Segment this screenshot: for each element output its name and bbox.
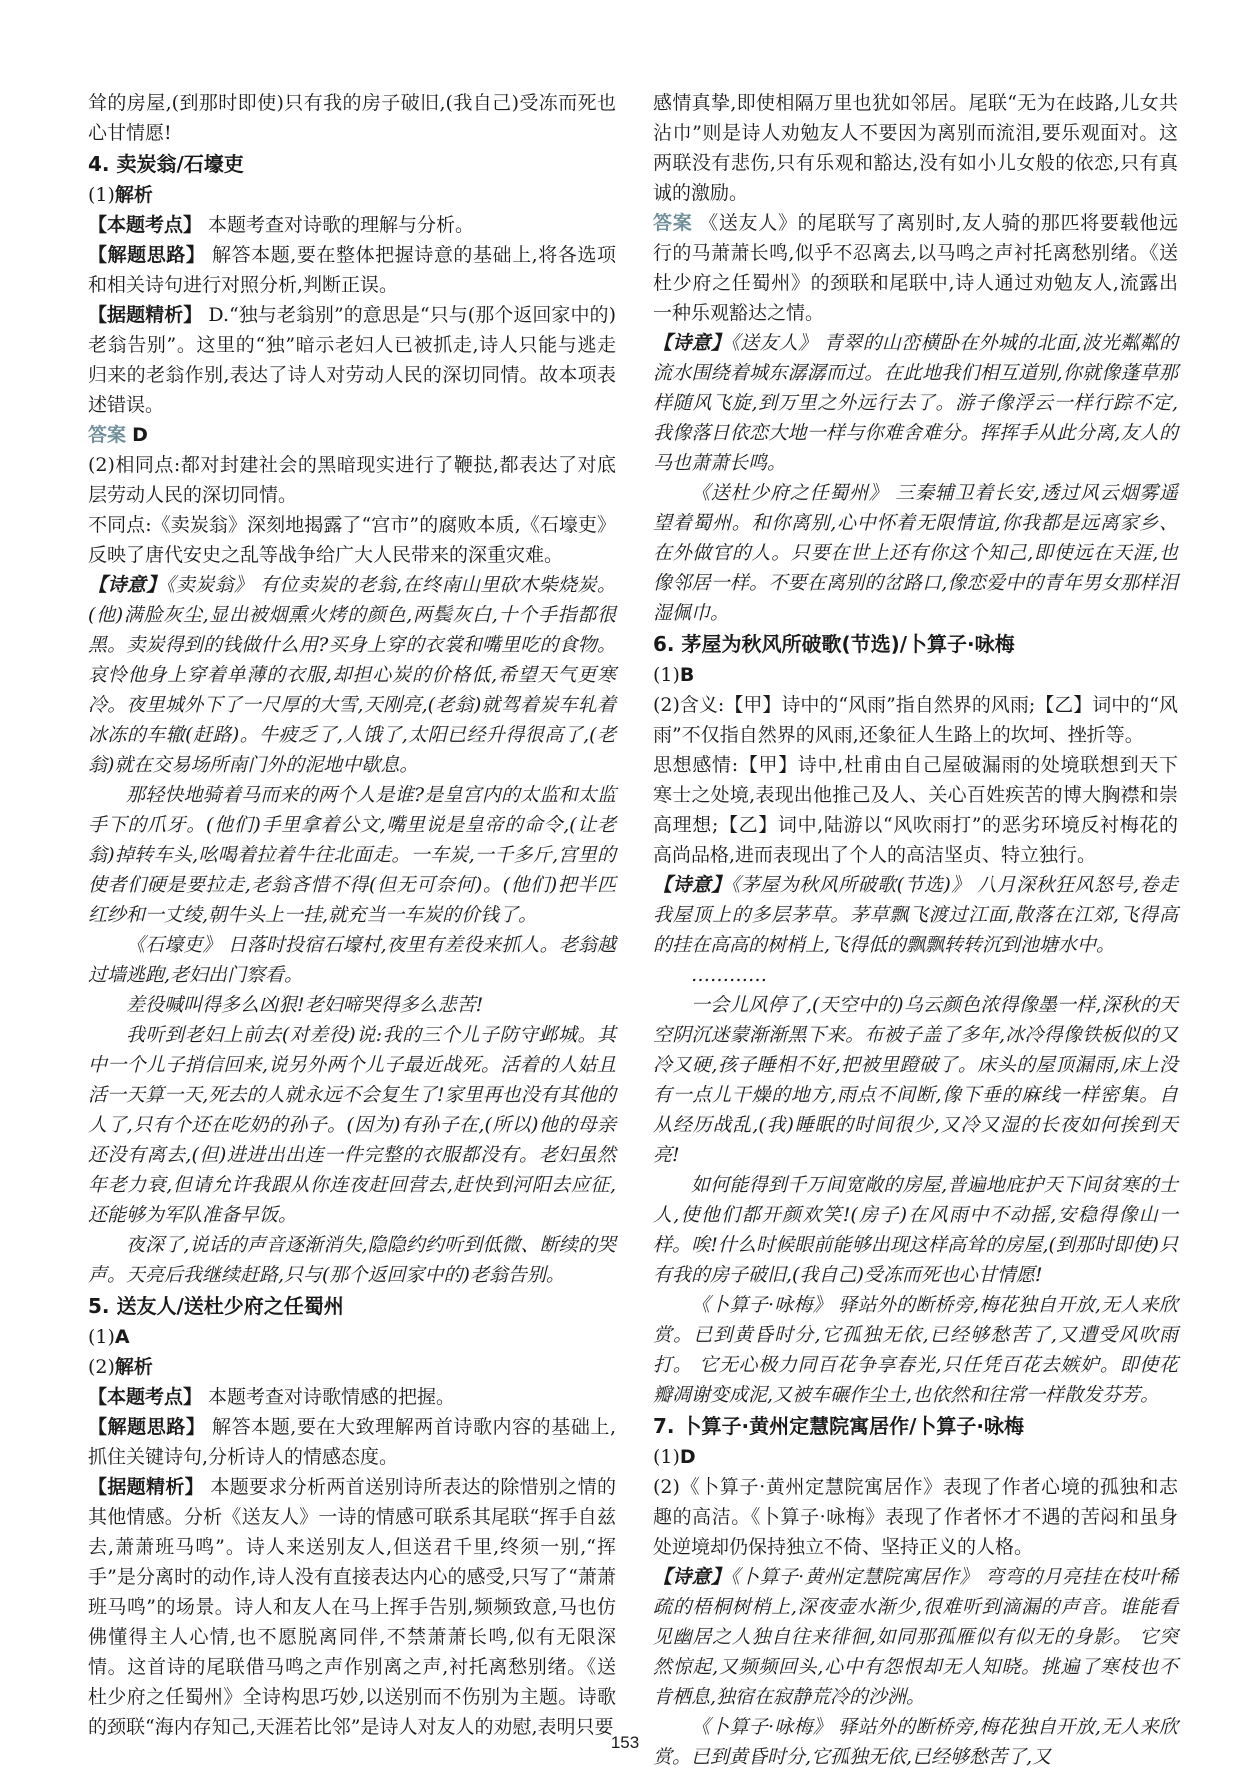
translation-paragraph: 如何能得到千万间宽敞的房屋,普遍地庇护天下间贫寒的士人,使他们都开颜欢笑!(房子)在风雨中不动摇,安稳得像山一样。唉!什么时候眼前能够出现这样高耸的房屋,(到那时即使)只有我的房子破旧,(我自己)受冻而死也心甘情愿!	[653, 1174, 1178, 1286]
question-heading: 6. 茅屋为秋风所破歌(节选)/卜算子·咏梅	[653, 632, 1015, 656]
tagged-text: 解答本题,要在大致理解两首诗歌内容的基础上,抓住关键诗句,分析诗人的情感态度。	[88, 1416, 616, 1468]
sub-question-number: (1)	[88, 1326, 115, 1348]
section-tag: 【据题精析】	[88, 1476, 204, 1498]
tagged-text: 本题要求分析两首送别诗所表达的除惜别之情的其他情感。分析《送友人》一诗的情感可联系其尾联“挥手自兹去,萧萧班马鸣”。诗人来送别友人,但送君千里,终须一别,“挥手”是分离时的动作,诗人没有直接表达内心的感受,只写了“萧萧班马鸣”的场景。诗人和友人在马上挥手告别,频频致意,马也仿佛懂得主人心情,也不愿脱离同伴,不禁萧萧长鸣,似有无限深情。这首诗的尾联借马鸣之声作别离之声,衬托离愁别绪。《送杜少府之任蜀州》全诗构思巧妙,以送别而不伤别为主题。诗歌的颈联“海内存知己,天涯若比邻”是诗人对友人的劝慰,表明只要	[88, 1476, 616, 1738]
translation-paragraph: 《送杜少府之任蜀州》 三秦辅卫着长安,透过风云烟雾遥望着蜀州。和你离别,心中怀着无限情谊,你我都是远离家乡、在外做官的人。只要在世上还有你这个知己,即使远在天涯,也像邻居一样。不要在离别的岔路口,像恋爱中的青年男女那样泪湿佩巾。	[653, 482, 1178, 624]
sub-question-number: (2)	[88, 1356, 115, 1378]
section-tag: 【诗意】	[653, 874, 731, 896]
section-tag: 【诗意】	[653, 332, 731, 354]
translation-paragraph: 夜深了,说话的声音逐渐消失,隐隐约约听到低微、断续的哭声。天亮后我继续赶路,只与(那个返回家中的)老翁告别。	[88, 1234, 616, 1286]
section-tag: 【诗意】	[653, 1566, 731, 1588]
paragraph: (2)相同点:都对封建社会的黑暗现实进行了鞭挞,都表达了对底层劳动人民的深切同情。	[88, 454, 616, 506]
tagged-paragraph	[653, 328, 1178, 478]
tagged-text: D.“独与老翁别”的意思是“只与(那个返回家中的)老翁告别”。这里的“独”暗示老妇人已被抓走,诗人只能与逃走归来的老翁作别,表达了诗人对劳动人民的深切同情。故本项表述错误。	[88, 304, 616, 416]
answer-label: 答案	[653, 212, 693, 234]
paragraph: 思想感情:【甲】诗中,杜甫由自己屋破漏雨的处境联想到天下寒士之处境,表现出他推己及人、关心百姓疾苦的博大胸襟和崇高理想;【乙】词中,陆游以“风吹雨打”的恶劣环境反衬梅花的高尚品格,进而表现出了个人的高洁坚贞、特立独行。	[653, 754, 1178, 866]
sub-question-number: (1)	[653, 1446, 680, 1468]
paragraph: 不同点:《卖炭翁》深刻地揭露了“宫市”的腐败本质,《石壕吏》反映了唐代安史之乱等战争给广大人民带来的深重灾难。	[88, 514, 616, 566]
answer-choice: D	[679, 1446, 696, 1468]
tagged-text: 《卖炭翁》 有位卖炭的老翁,在终南山里砍木柴烧炭。(他)满脸灰尘,显出被烟熏火烤的颜色,两鬓灰白,十个手指都很黑。卖炭得到的钱做什么用?买身上穿的衣裳和嘴里吃的食物。哀怜他身上穿着单薄的衣服,却担心炭的价格低,希望天气更寒冷。夜里城外下了一尺厚的大雪,天刚亮,(老翁)就驾着炭车轧着冰冻的车辙(赶路)。牛疲乏了,人饿了,太阳已经升得很高了,(老翁)就在交易场所南门外的泥地中歇息。	[88, 574, 616, 776]
sub-answer-line	[88, 1322, 616, 1352]
sub-answer-line	[88, 180, 616, 210]
section-tag: 【解题思路】	[88, 244, 206, 266]
analysis-label: 解析	[114, 1356, 153, 1378]
tagged-paragraph	[88, 1472, 616, 1742]
page-number: 153	[610, 1733, 640, 1752]
section-tag: 【本题考点】	[88, 214, 203, 236]
translation-paragraph: 一会儿风停了,(天空中的)乌云颜色浓得像墨一样,深秋的天空阴沉迷蒙渐渐黑下来。布被子盖了多年,冰冷得像铁板似的又冷又硬,孩子睡相不好,把被里蹬破了。床头的屋顶漏雨,床上没有一点儿干燥的地方,雨点不间断,像下垂的麻线一样密集。自从经历战乱,(我)睡眠的时间很少,又冷又湿的长夜如何挨到天亮!	[653, 994, 1178, 1166]
paragraph: 感情真挚,即使相隔万里也犹如邻居。尾联“无为在歧路,儿女共沾巾”则是诗人劝勉友人不要因为离别而流泪,要乐观面对。这两联没有悲伤,只有乐观和豁达,没有如小儿女般的依恋,只有真诚的激励。	[653, 92, 1178, 204]
sub-question-number: (1)	[88, 184, 115, 206]
tagged-paragraph	[653, 870, 1178, 960]
tagged-text: 本题考查对诗歌情感的把握。	[202, 1386, 456, 1408]
tagged-text: 《送友人》 青翠的山峦横卧在外城的北面,波光粼粼的流水围绕着城东潺潺而过。在此地我们相互道别,你就像蓬草那样随风飞旋,到万里之外远行去了。游子像浮云一样行踪不定,我像落日依恋大地一样与你难舍难分。挥挥手从此分离,友人的马也萧萧长鸣。	[653, 332, 1178, 474]
section-tag: 【本题考点】	[88, 1386, 203, 1408]
tagged-paragraph	[88, 1382, 616, 1412]
answer-line	[88, 420, 616, 450]
translation-paragraph: 我听到老妇上前去(对差役)说:我的三个儿子防守邺城。其中一个儿子捎信回来,说另外两个儿子最近战死。活着的人姑且活一天算一天,死去的人就永远不会复生了!家里再也没有其他的人了,只有个还在吃奶的孙子。(因为)有孙子在,(所以)他的母亲还没有离去,(但)进进出出连一件完整的衣服都没有。老妇虽然年老力衰,但请允许我跟从你连夜赶回营去,赶快到河阳去应征,还能够为军队准备早饭。	[88, 1024, 616, 1226]
translation-paragraph: 《卜算子·咏梅》 驿站外的断桥旁,梅花独自开放,无人来欣赏。已到黄昏时分,它孤独无依,已经够愁苦了,又	[653, 1716, 1178, 1768]
answer-choice: A	[114, 1326, 130, 1348]
left-column	[88, 88, 616, 1742]
answer-choice: B	[679, 664, 695, 686]
answer-text: 《送友人》的尾联写了离别时,友人骑的那匹将要载他远行的马萧萧长鸣,似乎不忍离去,以马鸣之声衬托离愁别绪。《送杜少府之任蜀州》的颈联和尾联中,诗人通过劝勉友人,流露出一种乐观豁达之情。	[653, 212, 1178, 324]
analysis-label: 解析	[114, 184, 153, 206]
question-heading: 7. 卜算子·黄州定慧院寓居作/卜算子·咏梅	[653, 1414, 1024, 1438]
tagged-paragraph	[88, 300, 616, 420]
question-heading: 4. 卖炭翁/石壕吏	[88, 152, 244, 176]
sub-answer-line	[653, 660, 1178, 690]
translation-paragraph: 《石壕吏》 日落时投宿石壕村,夜里有差役来抓人。老翁越过墙逃跑,老妇出门察看。	[88, 934, 616, 986]
answer-label: 答案	[88, 424, 127, 446]
paragraph: 耸的房屋,(到那时即使)只有我的房子破旧,(我自己)受冻而死也心甘情愿!	[88, 92, 616, 144]
sub-answer-line	[653, 1442, 1178, 1472]
tagged-text: 本题考查对诗歌的理解与分析。	[202, 214, 475, 236]
translation-paragraph: 《卜算子·咏梅》 驿站外的断桥旁,梅花独自开放,无人来欣赏。已到黄昏时分,它孤独无依,已经够愁苦了,又遭受风吹雨打。 它无心极力同百花争享春光,只任凭百花去嫉妒。即使花瓣凋谢变成泥,又被车碾作尘土,也依然和往常一样散发芬芳。	[653, 1294, 1178, 1406]
question-heading: 5. 送友人/送杜少府之任蜀州	[88, 1294, 344, 1318]
translation-paragraph: …………	[691, 964, 767, 986]
tagged-paragraph	[88, 240, 616, 300]
right-column	[653, 88, 1178, 1772]
answer-paragraph	[653, 208, 1178, 328]
tagged-text: 《茅屋为秋风所破歌(节选)》 八月深秋狂风怒号,卷走我屋顶上的多层茅草。茅草飘飞渡过江面,散落在江郊,飞得高的挂在高高的树梢上,飞得低的飘飘转转沉到池塘水中。	[653, 874, 1178, 956]
paragraph: (2)含义:【甲】诗中的“风雨”指自然界的风雨;【乙】词中的“风雨”不仅指自然界的风雨,还象征人生路上的坎坷、挫折等。	[653, 694, 1178, 746]
tagged-paragraph	[88, 210, 616, 240]
sub-answer-line	[88, 1352, 616, 1382]
tagged-text: 《卜算子·黄州定慧院寓居作》 弯弯的月亮挂在枝叶稀疏的梧桐树梢上,深夜壶水渐少,很难听到滴漏的声音。谁能看见幽居之人独自往来徘徊,如同那孤雁似有似无的身影。 它突然惊起,又频频回头,心中有怨恨却无人知晓。挑遍了寒枝也不肯栖息,独宿在寂静荒冷的沙洲。	[653, 1566, 1178, 1708]
tagged-paragraph	[88, 1412, 616, 1472]
answer-choice: D	[132, 424, 148, 446]
paragraph: (2)《卜算子·黄州定慧院寓居作》表现了作者心境的孤独和志趣的高洁。《卜算子·咏梅》表现了作者怀才不遇的苦闷和虽身处逆境却仍保持独立不倚、坚持正义的人格。	[653, 1476, 1178, 1558]
section-tag: 【诗意】	[88, 574, 166, 596]
section-tag: 【据题精析】	[88, 304, 203, 326]
section-tag: 【解题思路】	[88, 1416, 206, 1438]
translation-paragraph: 差役喊叫得多么凶狠!老妇啼哭得多么悲苦!	[126, 994, 484, 1016]
sub-question-number: (1)	[653, 664, 680, 686]
tagged-paragraph	[653, 1562, 1178, 1712]
tagged-paragraph	[88, 570, 616, 780]
tagged-text: 解答本题,要在整体把握诗意的基础上,将各选项和相关诗句进行对照分析,判断正误。	[88, 244, 616, 296]
translation-paragraph: 那轻快地骑着马而来的两个人是谁?是皇宫内的太监和太监手下的爪牙。(他们)手里拿着公文,嘴里说是皇帝的命令,(让老翁)掉转车头,吆喝着拉着牛往北面走。一车炭,一千多斤,宫里的使者们硬是要拉走,老翁吝惜不得(但无可奈何)。(他们)把半匹红纱和一丈绫,朝牛头上一挂,就充当一车炭的价钱了。	[88, 784, 616, 926]
